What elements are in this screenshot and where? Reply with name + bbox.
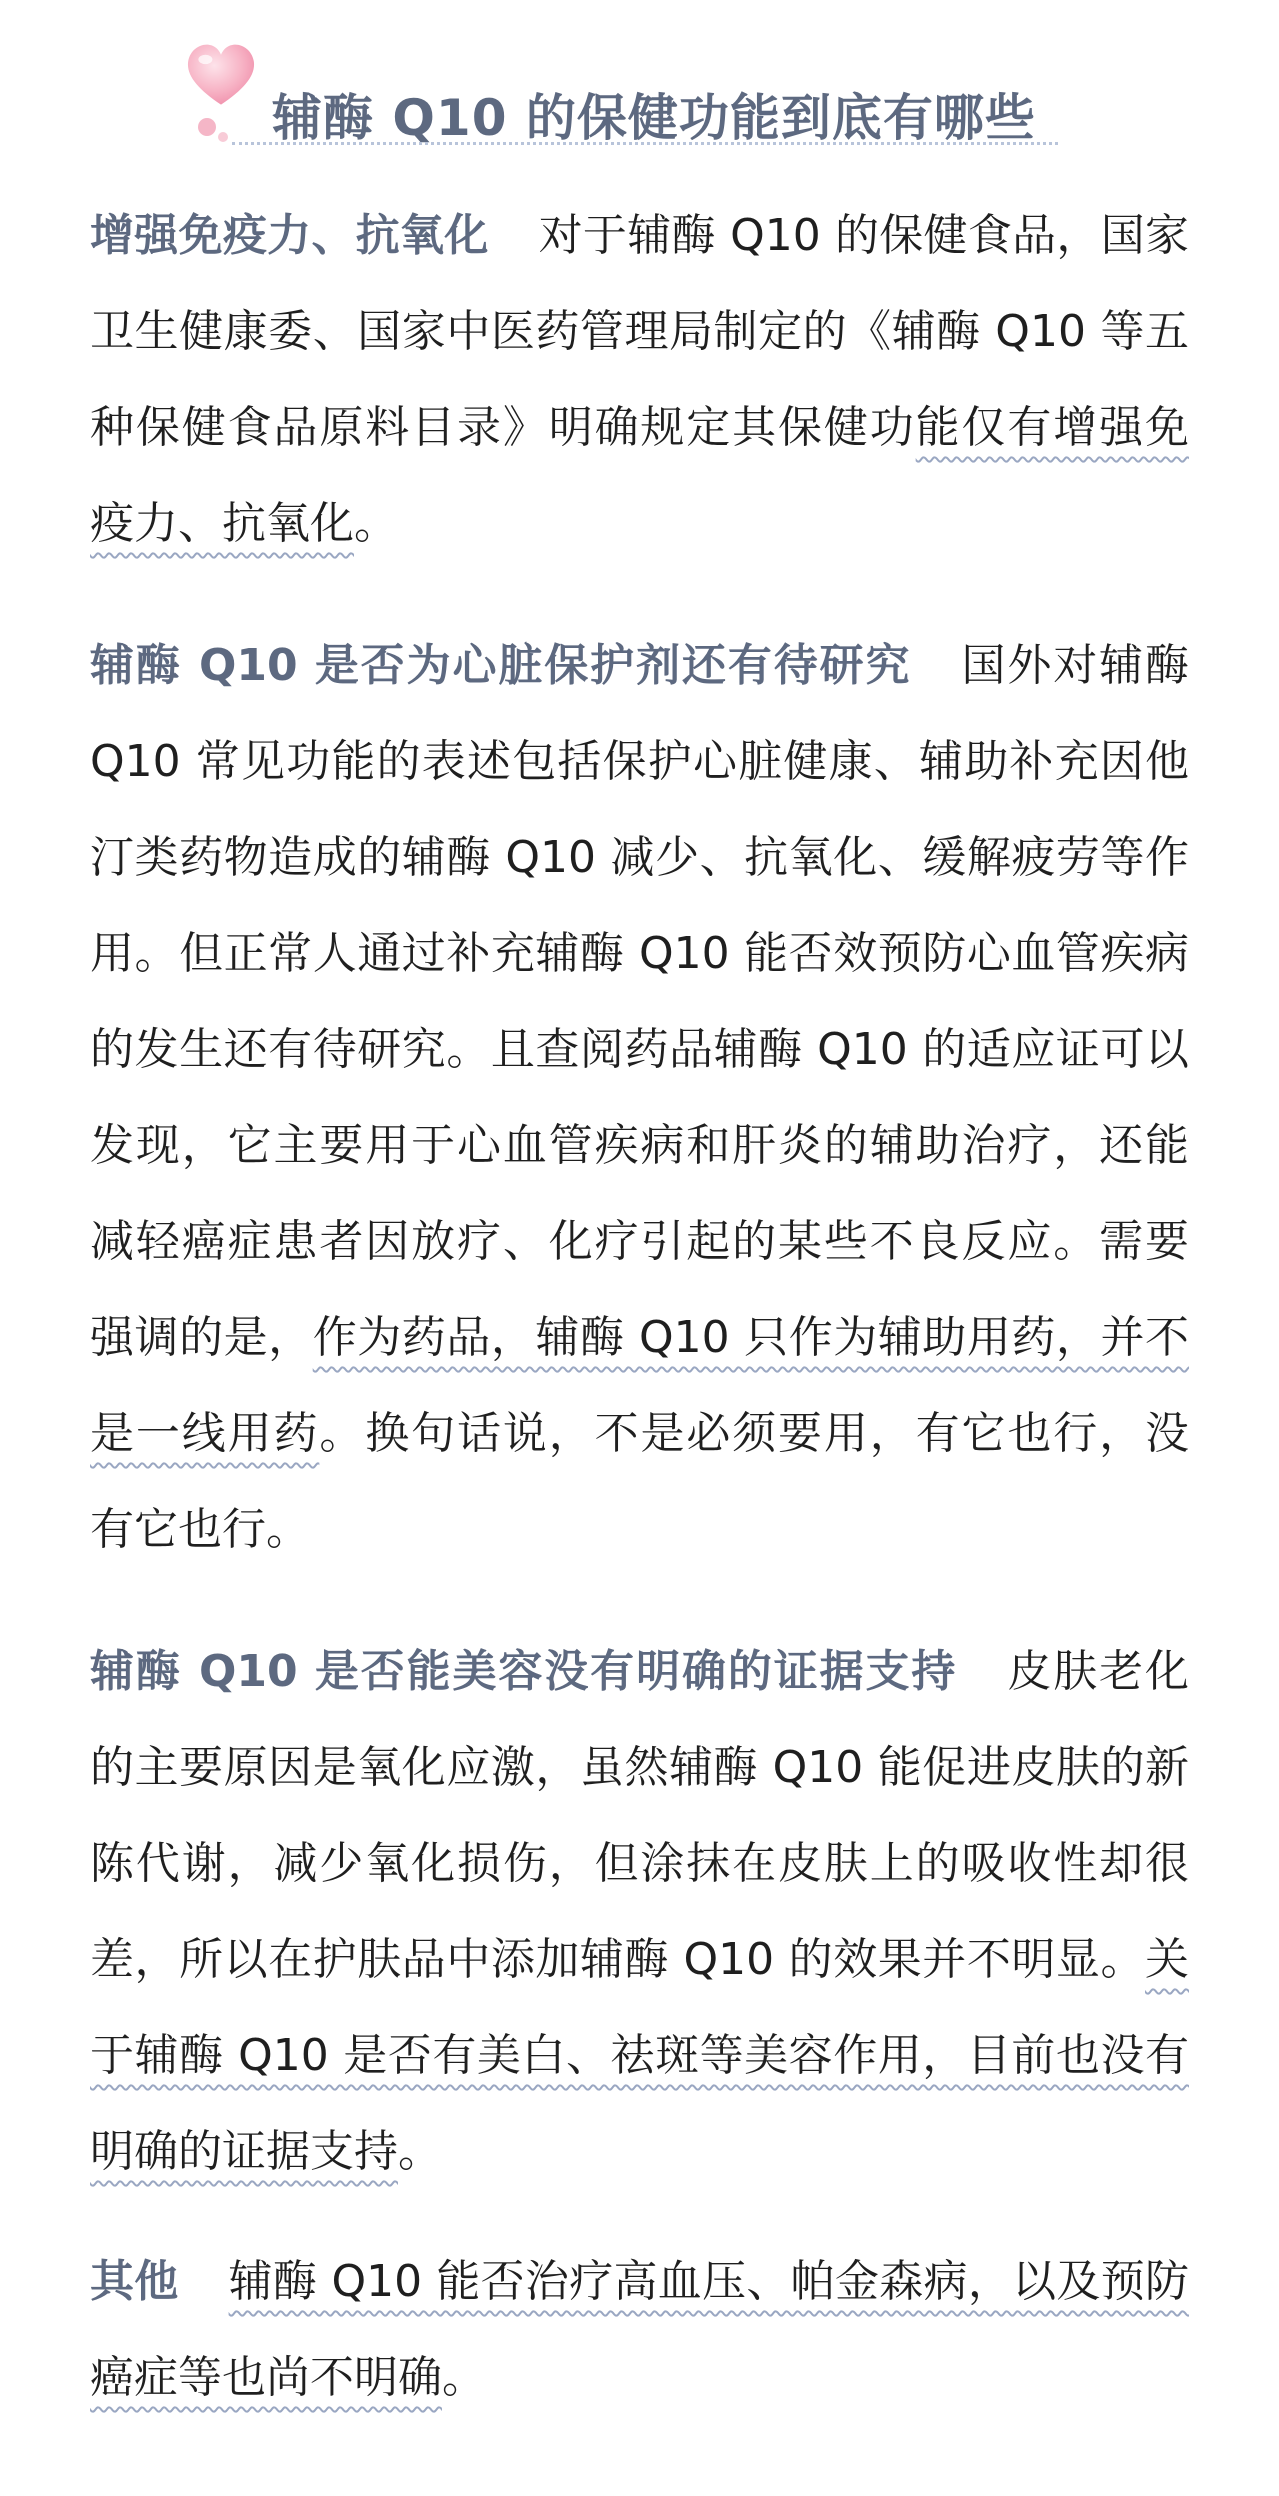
section-text: 对于辅酶 Q10 的保健食品，国家卫生健康委、国家中医药管理局制定的《辅酶 Q10 等五种保健食品原料目录》明确规定其保健功 (90, 210, 1190, 453)
decor-dot (198, 118, 216, 136)
section-heading: 辅酶 Q10 是否能美容没有明确的证据支持 (90, 1646, 958, 1697)
heart-icon (182, 36, 260, 114)
decor-dot (218, 132, 228, 142)
section-highlight: 辅酶 Q10 能否治疗高血压、帕金森病，以及预防癌症等也尚不明确 (90, 2256, 1190, 2403)
section-highlight: 关于辅酶 Q10 是否有美白、祛斑等美容作用，目前也没有明确的证据支持 (90, 1934, 1189, 2177)
title-row (90, 0, 1189, 150)
section-heading: 其他 (90, 2256, 179, 2307)
section-heart (90, 618, 1189, 1578)
section-heading: 增强免疫力、抗氧化 (90, 210, 489, 261)
section-text: 国外对辅酶 Q10 常见功能的表述包括保护心脏健康、辅助补充因他汀类药物造成的辅酶 Q10 减少、抗氧化、缓解疲劳等作用。但正常人通过补充辅酶 Q10 能否效预防心血管疾病的发生还有待研究。且查阅药品辅酶 Q10 的适应证可以发现，它主要用于心血管疾病和肝炎的辅助治疗，还能减轻癌症患者因放疗、化疗引起的某些不良反应。需要强调的是， (90, 640, 1190, 1363)
section-highlight: 能仅有增强免疫力、抗氧化 (90, 402, 1190, 549)
section-text-after: 。 (442, 2352, 486, 2403)
section-other (90, 2234, 1189, 2426)
page-title: 辅酶 Q10 的保健功能到底有哪些 (272, 89, 1036, 147)
section-immunity (90, 188, 1189, 572)
title-underline (232, 142, 1058, 145)
section-text-after: 。 (398, 2126, 442, 2177)
section-highlight: 作为药品，辅酶 Q10 只作为辅助用药，并不是一线用药 (90, 1312, 1190, 1459)
section-heading: 辅酶 Q10 是否为心脏保护剂还有待研究 (90, 640, 912, 691)
section-text-after: 。换句话说，不是必须要用，有它也行，没有它也行。 (90, 1408, 1190, 1555)
section-text: 皮肤老化的主要原因是氧化应激，虽然辅酶 Q10 能促进皮肤的新陈代谢，减少氧化损伤，但涂抹在皮肤上的吸收性却很差，所以在护肤品中添加辅酶 Q10 的效果并不明显。 (90, 1646, 1190, 1985)
section-text-after: 。 (354, 498, 398, 549)
section-beauty (90, 1624, 1189, 2200)
